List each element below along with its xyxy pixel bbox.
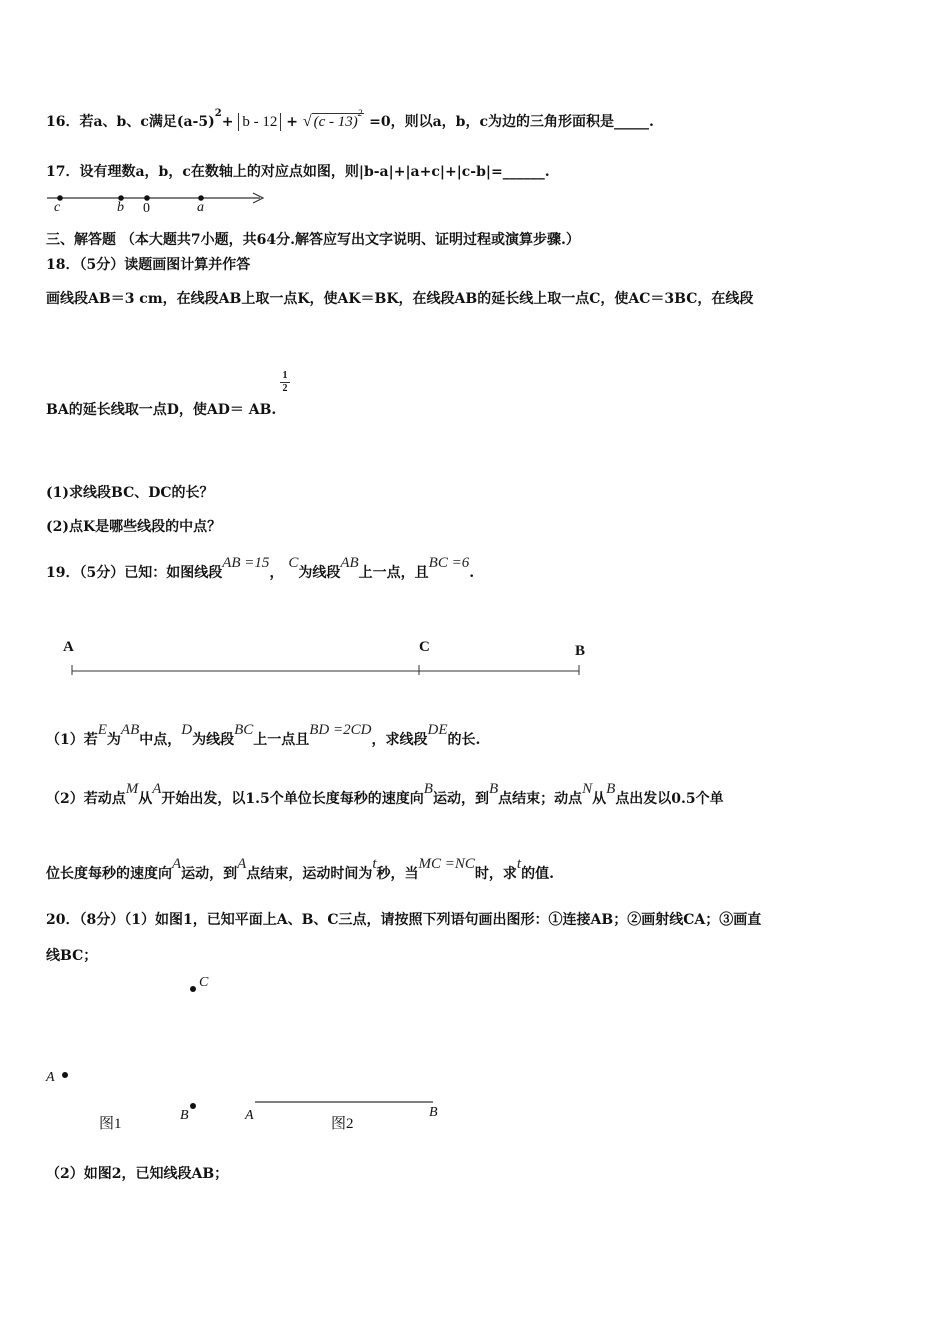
q16-sqrt-expression: (c - 13)$^2$ — [313, 108, 363, 130]
q19-part-2-line-1: （2）若动点M从A开始出发，以1.5个单位长度每秒的速度向B运动，到B点结束；动点N从B点出发以0.5个单 — [46, 781, 724, 807]
q18-line-2: BA的延长线取一点D，使AD＝ AB. — [46, 402, 277, 418]
sqrt-icon: √ — [302, 113, 312, 130]
q16-line — [46, 108, 654, 133]
fig1-label-a: A — [46, 1070, 55, 1085]
q17-text: 17．设有理数a，b，c在数轴上的对应点如图，则|b-a|+|a+c|+|c-b|=______. — [46, 164, 550, 180]
figure-label-c: C — [419, 639, 430, 655]
figure-label-a: A — [63, 639, 74, 655]
q18-fraction: $\frac{1}{2}$ — [280, 370, 290, 394]
math-ab: AB — [340, 555, 359, 571]
q19-statement: 19．（5分）已知：如图线段AB =15， C为线段AB上一点，且BC =6. — [46, 555, 475, 581]
section-3-title: 三、解答题 （本大题共7小题，共64分.解答应写出文字说明、证明过程或演算步骤.） — [46, 232, 580, 248]
q16-suffix: =0，则以a，b，c为边的三角形面积是_____. — [369, 114, 654, 130]
fig2-label-a: A — [245, 1108, 254, 1123]
q19-part-1: （1）若E为AB中点，D为线段BC上一点且BD =2CD，求线段DE的长. — [46, 722, 481, 748]
q18-line-1: 画线段AB＝3 cm，在线段AB上取一点K，使AK＝BK，在线段AB的延长线上取一点C，使AC＝3BC，在线段 — [46, 291, 754, 307]
point-c-dot — [190, 986, 196, 992]
q16-abs-expression: b - 12 — [238, 113, 281, 131]
fig2-segment — [250, 1098, 440, 1108]
math-ab-15: AB =15 — [222, 555, 270, 571]
axis-label-c: c — [54, 200, 61, 215]
q16-square: 2 — [214, 108, 222, 119]
q20-line-1: 20．（8分）（1）如图1，已知平面上A、B、C三点，请按照下列语句画出图形：①连接AB；②画射线CA；③画直 — [46, 912, 762, 928]
q16-prefix: 16．若a、b、c满足(a-5) — [46, 114, 215, 130]
axis-label-0: 0 — [143, 201, 150, 216]
q16-plus-2: + — [286, 114, 298, 130]
q17-number-line — [45, 188, 275, 216]
axis-label-b: b — [117, 200, 124, 215]
q19-part-2-line-2: 位长度每秒的速度向A运动，到A点结束，运动时间为t秒，当MC =NC时，求t的值. — [46, 856, 554, 882]
fig1-caption: 图1 — [99, 1116, 122, 1132]
q16-plus-1: + — [221, 114, 234, 130]
math-bc-6: BC =6 — [428, 555, 470, 571]
q19-segment-figure — [60, 645, 590, 685]
q20-sub-2: （2）如图2，已知线段AB； — [46, 1166, 229, 1182]
point-b-dot — [190, 1103, 196, 1109]
fig2-label-b: B — [429, 1105, 438, 1120]
figure-label-b: B — [575, 643, 586, 659]
q18-header: 18．（5分）读题画图计算并作答 — [46, 257, 251, 273]
math-c: C — [288, 555, 299, 571]
fig1-label-b: B — [180, 1108, 189, 1123]
axis-label-a: a — [197, 200, 204, 215]
q18-sub-2: (2)点K是哪些线段的中点？ — [46, 519, 222, 535]
q20-line-2: 线BC； — [46, 948, 98, 964]
point-a-dot — [62, 1072, 68, 1078]
fig2-caption: 图2 — [331, 1116, 354, 1132]
q18-sub-1: (1)求线段BC、DC的长？ — [46, 485, 214, 501]
fig1-label-c: C — [199, 975, 209, 990]
point-0-dot — [144, 195, 150, 201]
